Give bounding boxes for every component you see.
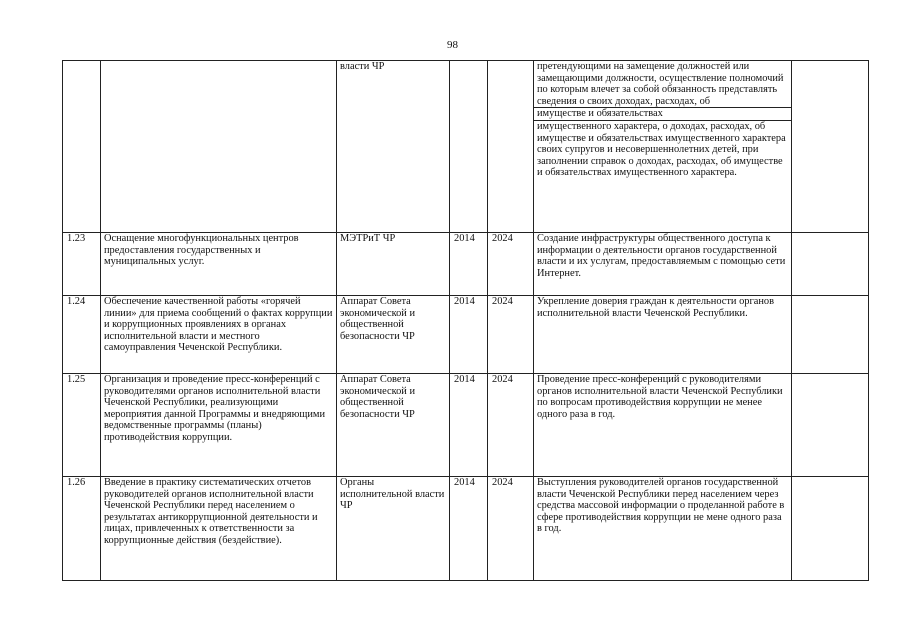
result-cell: Выступления руководителей органов государственной власти Чеченской Республики перед населением через средства массовой информации о проделанной работе в сфере противодействия коррупции не мене одного раза в год. bbox=[534, 477, 792, 581]
result-text-part: имуществе и обязательствах bbox=[534, 108, 791, 121]
note-cell bbox=[792, 233, 869, 296]
measure-cell: Введение в практику систематических отчетов руководителей органов исполнительной власти Чеченской Республики перед населением о результатах антикоррупционной деятельности и лицах, привлеченных к ответственности за коррупционные действия (бездействие). bbox=[101, 477, 337, 581]
table-row bbox=[63, 233, 869, 296]
end-year-cell: 2024 bbox=[488, 233, 534, 296]
note-cell bbox=[792, 296, 869, 374]
measure-cell: Организация и проведение пресс-конференций с руководителями органов исполнительной власти Чеченской Республики, реализующими мероприятия данной Программы и внедряющими ведомственные программы (планы) противодействия коррупции. bbox=[101, 374, 337, 477]
note-cell bbox=[792, 477, 869, 581]
executor-cell: Органы исполнительной власти ЧР bbox=[337, 477, 450, 581]
executor-cell: Аппарат Совета экономической и общественной безопасности ЧР bbox=[337, 374, 450, 477]
item-number-cell: 1.23 bbox=[63, 233, 101, 296]
result-cell: Проведение пресс-конференций с руководителями органов исполнительной власти Чеченской Республики по вопросам противодействия коррупции не менее одного раза в год. bbox=[534, 374, 792, 477]
end-year-cell: 2024 bbox=[488, 374, 534, 477]
executor-cell: власти ЧР bbox=[337, 61, 450, 233]
note-cell bbox=[792, 374, 869, 477]
start-year-cell: 2014 bbox=[450, 374, 488, 477]
end-year-cell: 2024 bbox=[488, 296, 534, 374]
table-row bbox=[63, 61, 869, 233]
measure-cell: Обеспечение качественной работы «горячей линии» для приема сообщений о фактах коррупции и коррупционных проявлениях в органах исполнительной власти и местного самоуправления Чеченской Республики. bbox=[101, 296, 337, 374]
end-year-cell bbox=[488, 61, 534, 233]
item-number-cell: 1.24 bbox=[63, 296, 101, 374]
result-text-part: имущественного характера, о доходах, расходах, об имуществе и обязательствах имущественного характера своих супругов и несовершеннолетних детей, при заполнении справок о доходах, расходах, об имуществе и обязательствах имущественного характера. bbox=[537, 120, 786, 179]
start-year-cell: 2014 bbox=[450, 296, 488, 374]
table-row bbox=[63, 296, 869, 374]
executor-cell: МЭТРиТ ЧР bbox=[337, 233, 450, 296]
table-row bbox=[63, 477, 869, 581]
item-number-cell bbox=[63, 61, 101, 233]
measures-table bbox=[62, 60, 869, 581]
item-number-cell: 1.25 bbox=[63, 374, 101, 477]
start-year-cell: 2014 bbox=[450, 477, 488, 581]
item-number-cell: 1.26 bbox=[63, 477, 101, 581]
measure-cell: Оснащение многофункциональных центров предоставления государственных и муниципальных услуг. bbox=[101, 233, 337, 296]
measure-cell bbox=[101, 61, 337, 233]
start-year-cell: 2014 bbox=[450, 233, 488, 296]
start-year-cell bbox=[450, 61, 488, 233]
executor-cell: Аппарат Совета экономической и общественной безопасности ЧР bbox=[337, 296, 450, 374]
end-year-cell: 2024 bbox=[488, 477, 534, 581]
result-text-part: претендующими на замещение должностей или замещающими должности, осуществление полномочий по которым влечет за собой обязанность представлять сведения о своих доходах, расходах, об bbox=[534, 61, 791, 108]
result-cell: Укрепление доверия граждан к деятельности органов исполнительной власти Чеченской Республики. bbox=[534, 296, 792, 374]
note-cell bbox=[792, 61, 869, 233]
result-cell bbox=[534, 61, 792, 233]
table-row bbox=[63, 374, 869, 477]
page-number: 98 bbox=[447, 39, 458, 51]
result-cell: Создание инфраструктуры общественного доступа к информации о деятельности органов государственной власти и их услугам, предоставляемым с помощью сети Интернет. bbox=[534, 233, 792, 296]
